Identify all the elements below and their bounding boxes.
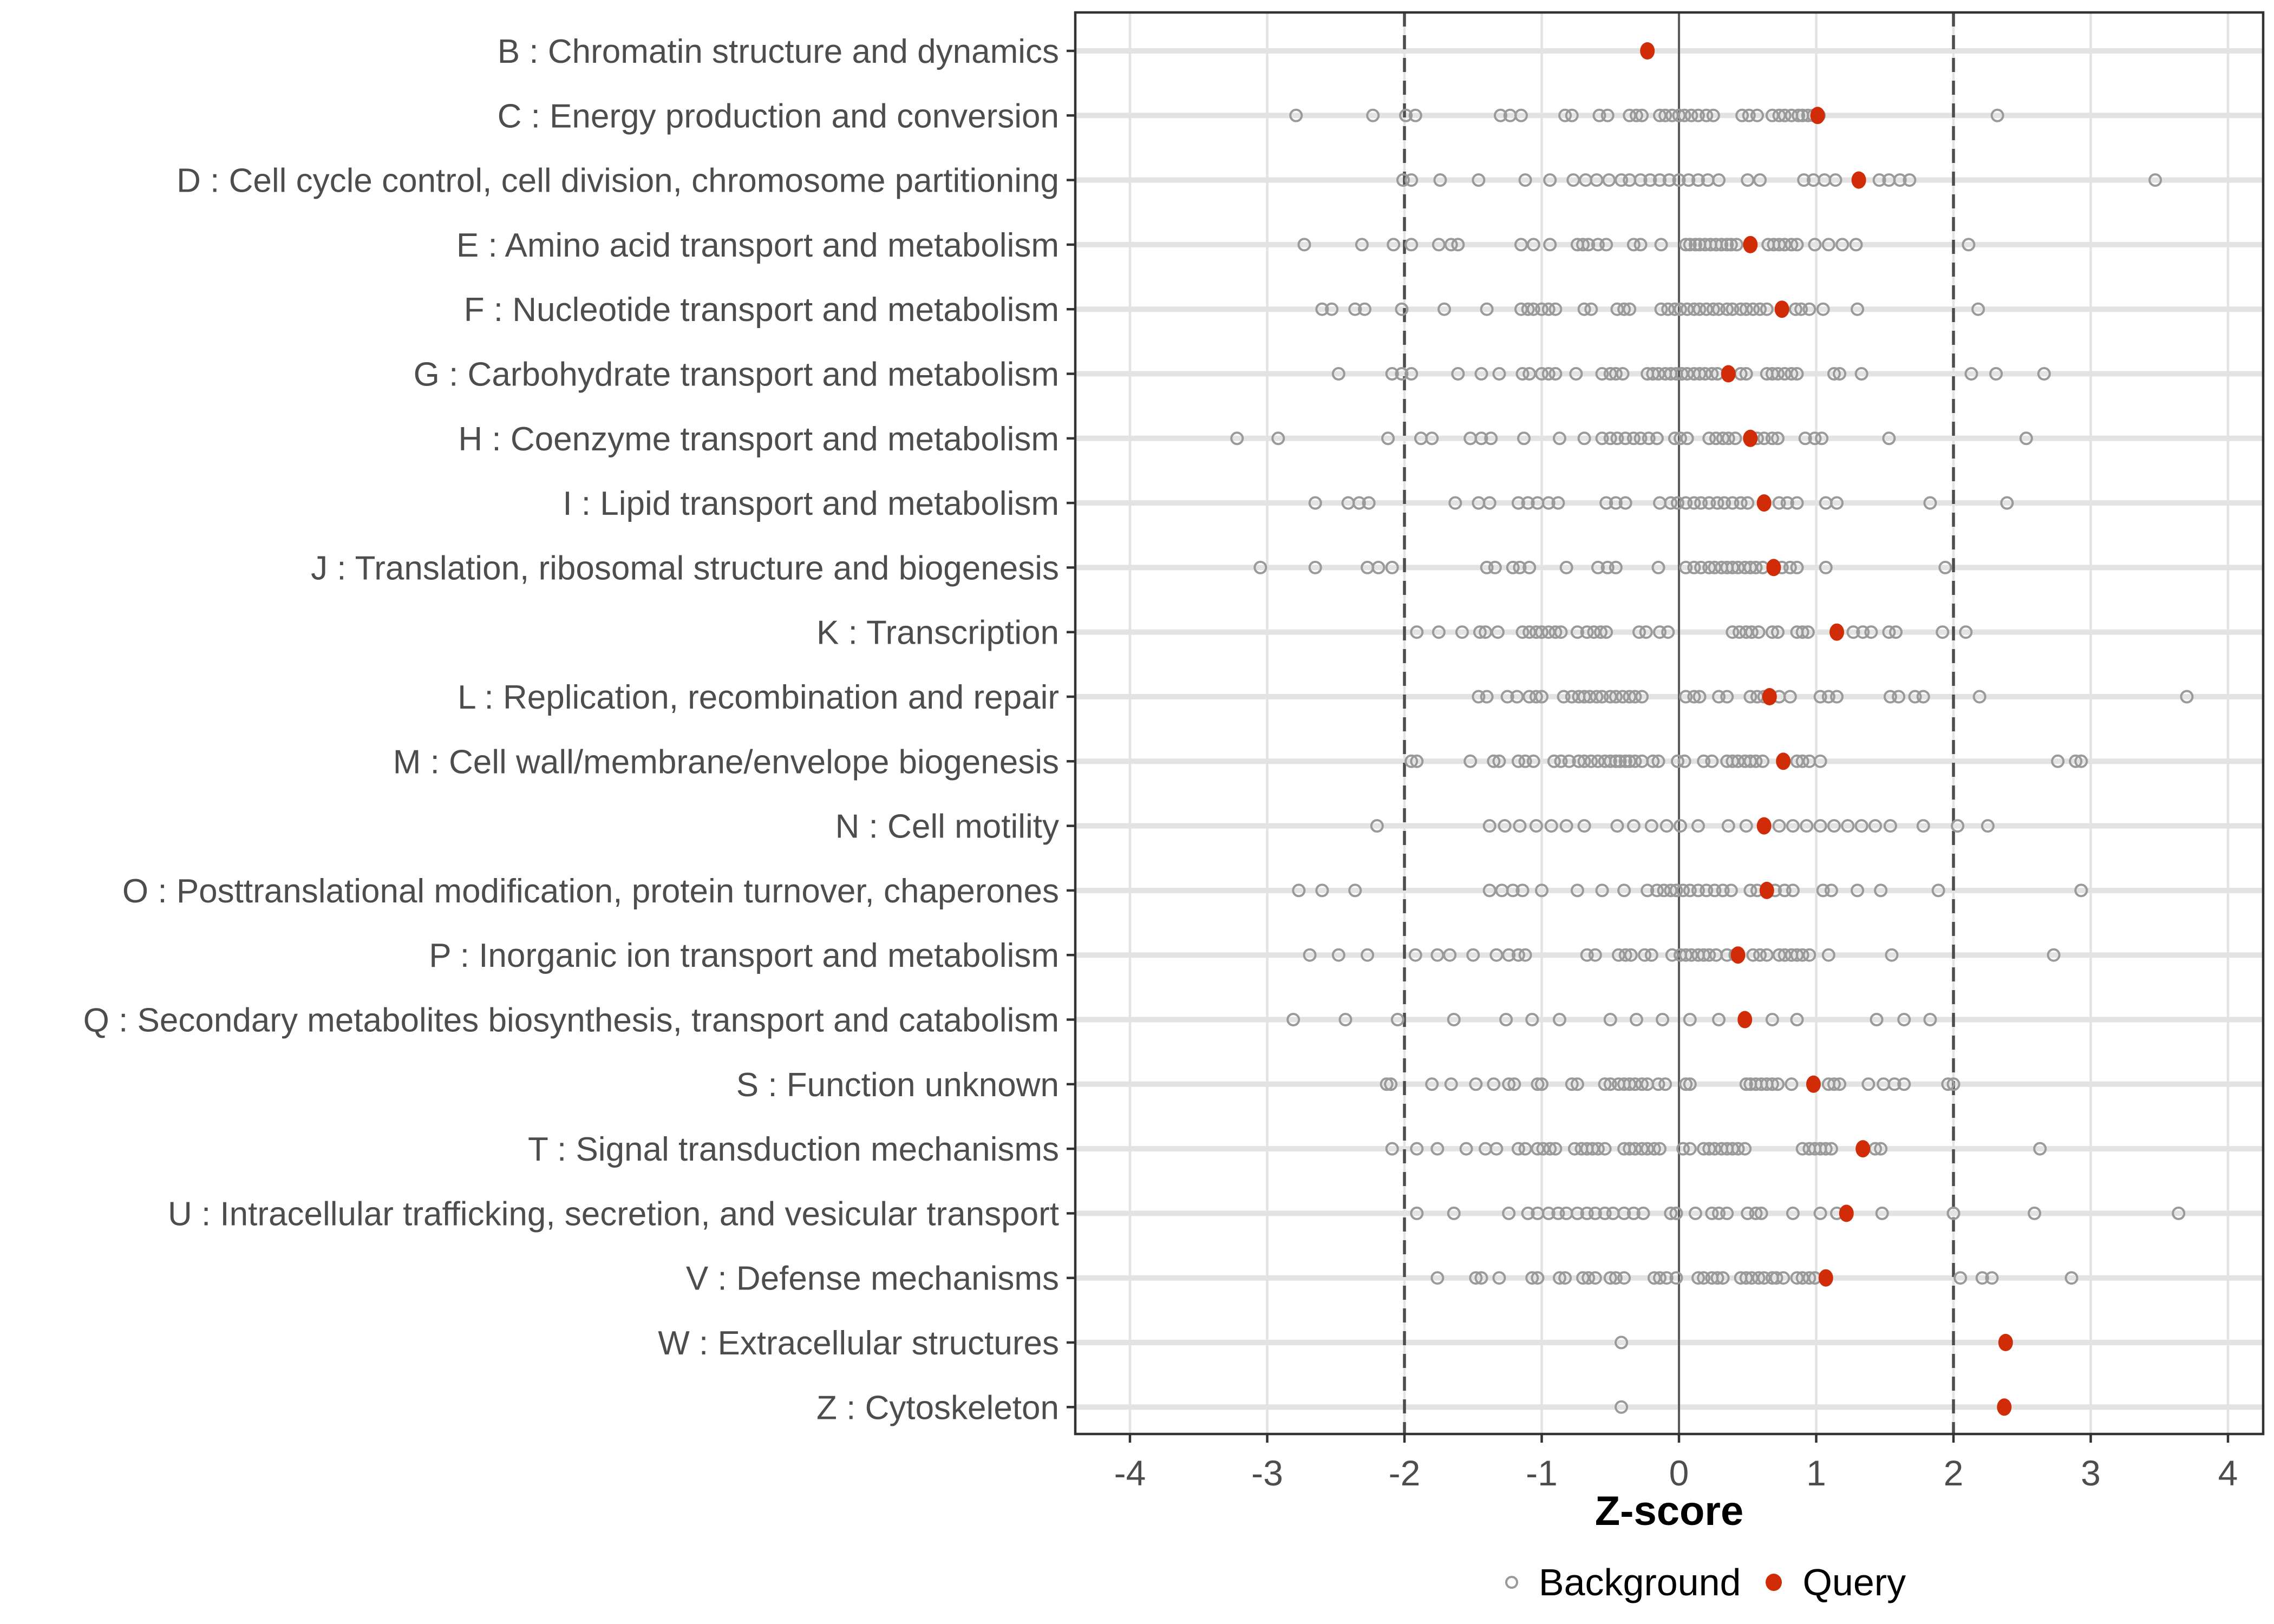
x-axis-title: Z-score [1595, 1488, 1744, 1534]
x-axis-tick-label: -1 [1526, 1453, 1558, 1493]
y-axis-label: H : Coenzyme transport and metabolism [458, 420, 1059, 458]
y-axis-label: I : Lipid transport and metabolism [563, 485, 1059, 523]
y-axis-label: F : Nucleotide transport and metabolism [463, 291, 1059, 329]
y-axis-label: L : Replication, recombination and repair [458, 679, 1059, 716]
filled-circle-icon [1766, 1574, 1782, 1591]
legend-item-query [1766, 1561, 1906, 1604]
x-axis-tick-label: 1 [1806, 1453, 1826, 1493]
query-point [1743, 236, 1757, 253]
y-axis-label: V : Defense mechanisms [685, 1260, 1059, 1298]
y-axis-label: B : Chromatin structure and dynamics [497, 33, 1059, 70]
y-axis-label: W : Extracellular structures [658, 1325, 1059, 1362]
query-point [1737, 1011, 1752, 1029]
query-point [1776, 752, 1791, 770]
x-axis-tick-label: 3 [2081, 1453, 2101, 1493]
y-axis-label: N : Cell motility [835, 808, 1059, 846]
y-axis-label: M : Cell wall/membrane/envelope biogenesis [393, 743, 1059, 781]
query-point [1819, 1269, 1833, 1287]
query-point [1806, 1076, 1821, 1093]
legend-label-background: Background [1538, 1561, 1741, 1603]
y-axis-label: Z : Cytoskeleton [816, 1389, 1059, 1427]
query-point [1757, 494, 1772, 512]
query-point [1766, 559, 1781, 576]
y-axis-label: E : Amino acid transport and metabolism [456, 226, 1059, 264]
x-axis-tick-label: -3 [1251, 1453, 1283, 1493]
x-axis-tick-label: 4 [2218, 1453, 2238, 1493]
y-axis-label: G : Carbohydrate transport and metabolism [413, 356, 1059, 394]
y-axis-label: Q : Secondary metabolites biosynthesis, transport and catabolism [83, 1001, 1059, 1039]
legend [1137, 1553, 2274, 1612]
query-point [1852, 172, 1866, 189]
panel-border [1075, 12, 2263, 1434]
query-point [1811, 107, 1825, 124]
query-point [1640, 42, 1655, 60]
query-point [1721, 365, 1736, 383]
query-point [1743, 430, 1757, 447]
open-circle-icon [1505, 1576, 1518, 1589]
query-point [1762, 688, 1777, 705]
x-axis-tick-label: -2 [1388, 1453, 1421, 1493]
query-point [1731, 946, 1746, 964]
y-axis-label: P : Inorganic ion transport and metabolism [429, 937, 1059, 975]
y-axis-label: K : Transcription [816, 614, 1059, 652]
query-point [1997, 1398, 2011, 1416]
y-axis-label: J : Translation, ribosomal structure and biogenesis [311, 549, 1059, 587]
y-axis-label: T : Signal transduction mechanisms [528, 1131, 1059, 1169]
query-point [1775, 300, 1789, 318]
y-axis-label: C : Energy production and conversion [497, 97, 1059, 135]
y-axis-label: D : Cell cycle control, cell division, chromosome partitioning [177, 162, 1059, 200]
y-axis-label: O : Posttranslational modification, protein turnover, chaperones [122, 872, 1059, 910]
legend-label-query: Query [1802, 1561, 1906, 1603]
query-point [1757, 817, 1772, 835]
legend-item-background [1505, 1561, 1741, 1604]
query-point [1855, 1140, 1870, 1157]
query-point [1829, 624, 1844, 641]
x-axis-tick-label: 0 [1669, 1453, 1689, 1493]
x-axis-tick-label: -4 [1114, 1453, 1146, 1493]
query-point [1998, 1334, 2013, 1351]
x-axis-tick-label: 2 [1943, 1453, 1964, 1493]
query-point [1760, 882, 1774, 899]
query-point [1839, 1204, 1854, 1222]
y-axis-label: S : Function unknown [736, 1066, 1059, 1104]
y-axis-label: U : Intracellular trafficking, secretion, and vesicular transport [167, 1195, 1059, 1233]
